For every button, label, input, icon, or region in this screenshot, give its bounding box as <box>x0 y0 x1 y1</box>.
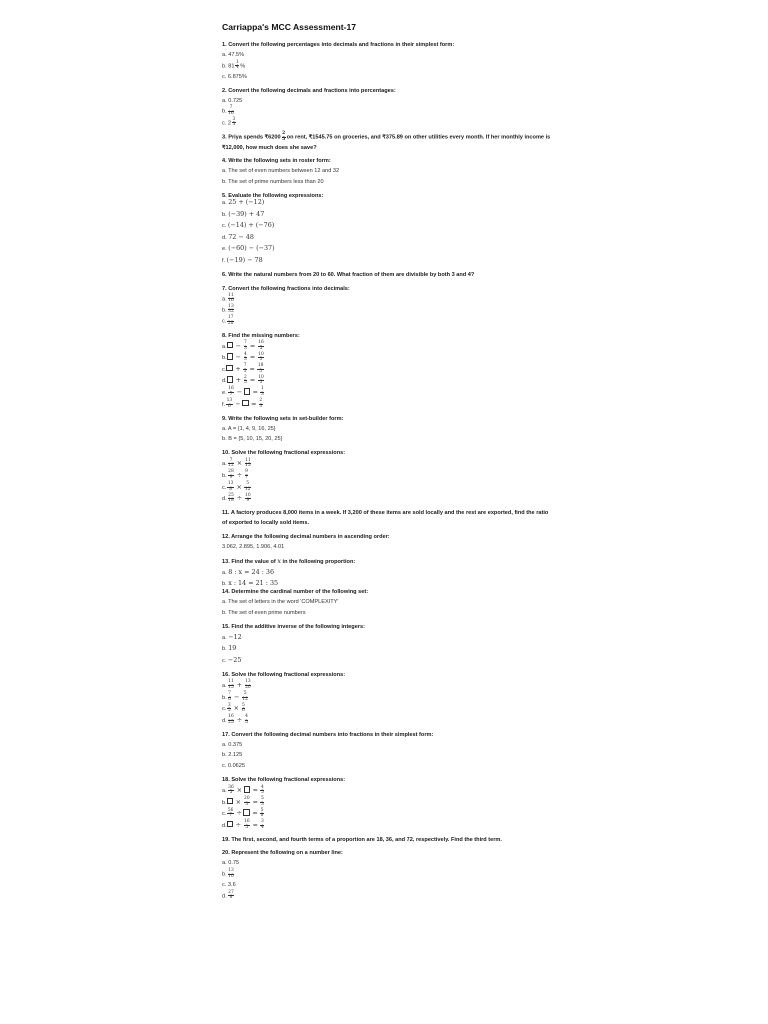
assessment-document <box>222 22 552 905</box>
fraction: $\frac{3}{5}$ <box>232 116 236 128</box>
math-expression: 19 <box>228 644 237 653</box>
expression-item <box>222 232 552 244</box>
item-label: b. <box>222 211 227 218</box>
fraction: $\frac{5}{6}$ <box>242 702 245 714</box>
option-a: a. 0.725 <box>222 97 243 104</box>
fraction: $\frac{27}{8}$ <box>228 889 234 901</box>
fraction: $\frac{3}{5}$ <box>227 702 231 714</box>
option-c: c. 3.6 <box>222 882 236 889</box>
item-label: b. <box>222 307 227 314</box>
item-label: a. <box>222 461 227 468</box>
fraction: $\frac{11}{15}$ <box>245 457 251 469</box>
option-a: a. 47.5% <box>222 52 245 58</box>
question-20 <box>222 848 552 902</box>
blank-box <box>244 786 251 793</box>
fraction-list <box>222 294 552 328</box>
blank-box <box>226 365 233 372</box>
option-b: b. The set of prime numbers less than 20 <box>222 178 324 185</box>
fraction: $\frac{10}{3}$ <box>258 374 264 386</box>
fraction: $\frac{17}{20}$ <box>227 314 234 326</box>
item-label: a. <box>222 296 227 303</box>
item-label: d. <box>222 822 227 829</box>
equals-sign: = <box>251 399 257 408</box>
fraction: $\frac{7}{5}$ <box>243 363 247 374</box>
equals-sign: = <box>249 353 256 362</box>
operator: × <box>235 797 242 806</box>
expression-item <box>222 255 552 267</box>
number-list: 3.062, 2.895, 1.906, 4.01 <box>222 543 285 550</box>
document-title: Carriappa's MCC Assessment-17 <box>222 22 357 32</box>
fraction-expression-item <box>222 493 552 505</box>
equals-sign: = <box>252 809 258 818</box>
option-b: b. The set of even prime numbers <box>222 609 306 616</box>
fraction: $\frac{2}{5}$ <box>244 374 247 386</box>
blank-box <box>227 821 234 828</box>
option-c: c. 6.875% <box>222 73 247 80</box>
operator: ÷ <box>235 820 242 829</box>
question-text: 7. Convert the following fractions into decimals: <box>222 285 350 292</box>
fraction-expression-list <box>222 785 552 831</box>
item-label: b. <box>222 472 227 479</box>
item-label: c. <box>222 366 227 373</box>
fraction: $\frac{13}{6}$ <box>226 398 233 409</box>
equals-sign: = <box>252 797 258 806</box>
question-13 <box>222 556 552 588</box>
item-label: c. <box>222 484 227 491</box>
question-text: 19. The first, second, and fourth terms of a proportion are 18, 36, and 72, respectively. Find the third term. <box>222 836 502 843</box>
fraction: $\frac{20}{3}$ <box>244 796 250 807</box>
item-label: f. <box>222 401 226 408</box>
question-text: 9. Write the following sets in set-builder form: <box>222 415 344 422</box>
question-9 <box>222 414 552 445</box>
item-label: d. <box>222 496 227 503</box>
item-label: a. <box>222 788 227 795</box>
question-5 <box>222 191 552 267</box>
fraction-expression-item <box>222 820 552 832</box>
missing-number-item <box>222 341 552 353</box>
question-1 <box>222 40 552 82</box>
math-expression: −25 <box>227 655 242 664</box>
option-a: a. The set of even numbers between 12 and 32 <box>222 168 340 175</box>
question-text: 10. Solve the following fractional expressions: <box>222 450 346 457</box>
question-text: 17. Convert the following decimal numbers into fractions in their simplest form: <box>222 731 434 738</box>
option-a: a. A = {1, 4, 9, 16, 25} <box>222 425 276 432</box>
math-expression: (−60) − (−37) <box>228 244 275 253</box>
item-label: e. <box>222 390 227 397</box>
operator: ÷ <box>236 809 242 818</box>
question-3 <box>222 132 552 153</box>
fraction: $\frac{7}{16}$ <box>228 105 234 117</box>
fraction-expression-item <box>222 797 552 809</box>
fraction-item <box>222 316 552 327</box>
blank-box <box>242 400 249 407</box>
equals-sign: = <box>252 786 258 795</box>
fraction: $\frac{16}{5}$ <box>258 340 264 351</box>
option-b: b. $\frac{13}{10}$ <box>222 868 234 879</box>
question-text: 4. Write the following sets in roster form: <box>222 158 331 165</box>
question-text: 8. Find the missing numbers: <box>222 332 300 339</box>
fraction: $\frac{10}{9}$ <box>245 492 251 504</box>
operator: − <box>235 353 242 362</box>
equals-sign: = <box>249 376 256 385</box>
fraction-expression-item <box>222 808 552 820</box>
question-10 <box>222 448 552 504</box>
expression-list <box>222 197 552 267</box>
math-expression: (−39) + 47 <box>228 209 265 218</box>
fraction: $\frac{36}{5}$ <box>228 784 234 796</box>
operator: + <box>236 680 243 689</box>
operator: × <box>233 704 240 713</box>
fraction-expression-item <box>222 692 552 704</box>
math-expression: 25 + (−12) <box>228 198 265 207</box>
fraction-expression-item <box>222 458 552 470</box>
equals-sign: = <box>252 388 258 397</box>
math-expression: (−19) − 78 <box>226 256 263 265</box>
question-text: 3. Priya spends ₹6200 $\frac{2}{5}$ on rent, ₹1545.75 on groceries, and ₹375.89 on other utilities every month. If her monthly income is ₹12,000, how much does she save? <box>222 131 551 151</box>
item-label: d. <box>222 234 227 241</box>
operator: × <box>236 459 243 468</box>
question-7 <box>222 284 552 328</box>
fraction-expression-item <box>222 715 552 727</box>
option-c: c. 2 $\frac{3}{5}$ <box>222 116 236 128</box>
question-text: 16. Solve the following fractional expressions: <box>222 671 346 678</box>
question-text: 11. A factory produces 8,000 items in a week. If 3,200 of these items are sold locally and the rest are exported, find the ratio of exported to locally sold items. <box>222 510 549 527</box>
option-b: b. 2.125 <box>222 752 243 759</box>
question-text: 2. Convert the following decimals and fractions into percentages: <box>222 87 396 94</box>
fraction: $\frac{18}{5}$ <box>257 363 264 374</box>
item-label: a. <box>222 682 227 689</box>
item-label: b. <box>222 799 227 806</box>
missing-number-list <box>222 341 552 411</box>
blank-box <box>243 809 250 816</box>
item-label: e. <box>222 246 227 253</box>
fraction-expression-item <box>222 785 552 797</box>
option-b: b. x : 14 = 21 : 35 <box>222 579 279 588</box>
fraction-item <box>222 294 552 305</box>
fraction-expression-item <box>222 680 552 692</box>
fraction-expression-item <box>222 482 552 494</box>
question-14 <box>222 587 552 618</box>
operator: ÷ <box>236 470 243 479</box>
operator: × <box>236 482 242 491</box>
integer-item <box>222 632 552 644</box>
fraction: $\frac{28}{9}$ <box>228 469 234 480</box>
operator: − <box>235 399 241 408</box>
fraction: $\frac{5}{8}$ <box>260 807 264 819</box>
item-label: b. <box>222 646 227 653</box>
item-label: d. <box>222 378 227 385</box>
question-6 <box>222 270 552 280</box>
question-text: 20. Represent the following on a number line: <box>222 850 343 857</box>
option-a: a. 0.75 <box>222 860 240 867</box>
expression-item <box>222 243 552 255</box>
fraction: $\frac{1}{4}$ <box>235 59 239 71</box>
operator: − <box>236 388 243 397</box>
fraction: $\frac{5}{12}$ <box>242 690 248 702</box>
fraction: $\frac{7}{3}$ <box>244 340 247 351</box>
question-18 <box>222 775 552 831</box>
fraction-item <box>222 305 552 316</box>
fraction-expression-item <box>222 703 552 715</box>
fraction: $\frac{16}{7}$ <box>228 386 234 398</box>
operator: ÷ <box>236 715 243 724</box>
option-b: b. B = {5, 10, 15, 20, 25} <box>222 436 283 443</box>
question-19 <box>222 835 552 845</box>
integer-item <box>222 655 552 667</box>
fraction: $\frac{4}{3}$ <box>244 351 247 363</box>
question-16 <box>222 670 552 726</box>
fraction-expression-list <box>222 680 552 726</box>
equals-sign: = <box>249 364 255 373</box>
item-label: c. <box>222 706 227 713</box>
equals-sign: = <box>249 341 256 350</box>
fraction: $\frac{13}{10}$ <box>228 868 234 879</box>
missing-number-item <box>222 375 552 387</box>
question-text: 6. Write the natural numbers from 20 to 60. What fraction of them are divisible by both 3 and 4? <box>222 272 475 279</box>
fraction: $\frac{2}{3}$ <box>259 398 263 409</box>
question-text: 13. Find the value of x in the following proportion: <box>222 556 356 565</box>
missing-number-item <box>222 387 552 399</box>
fraction: $\frac{11}{15}$ <box>228 679 234 690</box>
fraction: $\frac{2}{5}$ <box>282 131 286 142</box>
missing-number-item <box>222 352 552 364</box>
operator: × <box>236 786 243 795</box>
fraction: $\frac{16}{25}$ <box>228 714 234 725</box>
math-expression: −12 <box>228 632 242 641</box>
operator: ÷ <box>236 494 243 503</box>
expression-item <box>222 220 552 232</box>
fraction: $\frac{5}{3}$ <box>260 796 264 807</box>
math-expression: 72 − 48 <box>228 232 254 241</box>
item-label: d. <box>222 717 227 724</box>
operator: + <box>235 364 241 373</box>
item-label: f. <box>222 258 226 265</box>
item-label: a. <box>222 634 227 641</box>
equals-sign: = <box>252 820 258 829</box>
option-d: d. $\frac{27}{8}$ <box>222 889 234 901</box>
item-label: c. <box>222 811 227 818</box>
question-4 <box>222 156 552 187</box>
blank-box <box>244 388 251 395</box>
fraction: $\frac{9}{7}$ <box>245 469 248 480</box>
blank-box <box>227 376 234 383</box>
operator: + <box>235 376 242 385</box>
fraction: $\frac{13}{20}$ <box>245 679 251 690</box>
question-8 <box>222 331 552 411</box>
question-text: 5. Evaluate the following expressions: <box>222 193 324 200</box>
question-17 <box>222 730 552 772</box>
integer-list <box>222 632 552 667</box>
integer-item <box>222 643 552 655</box>
fraction-expression-item <box>222 470 552 482</box>
item-label: a. <box>222 200 227 207</box>
fraction: $\frac{7}{6}$ <box>228 690 231 702</box>
fraction: $\frac{13}{8}$ <box>227 481 234 492</box>
blank-box <box>227 342 234 349</box>
question-text: 18. Solve the following fractional expressions: <box>222 777 346 784</box>
fraction: $\frac{56}{7}$ <box>227 807 234 819</box>
fraction: $\frac{11}{16}$ <box>228 292 234 304</box>
fraction: $\frac{10}{3}$ <box>258 351 264 363</box>
fraction: $\frac{1}{3}$ <box>260 386 264 398</box>
option-b: b. 81 $\frac{1}{4}$ % <box>222 59 246 71</box>
fraction: $\frac{7}{12}$ <box>228 457 234 469</box>
question-text: 1. Convert the following percentages into decimals and fractions in their simplest form: <box>222 42 455 48</box>
question-text: 14. Determine the cardinal number of the following set: <box>222 588 369 595</box>
missing-number-item <box>222 399 552 411</box>
option-c: c. 0.0625 <box>222 762 246 769</box>
fraction: $\frac{5}{12}$ <box>244 481 251 492</box>
item-label: c. <box>222 223 227 230</box>
question-15 <box>222 622 552 667</box>
fraction: $\frac{4}{5}$ <box>245 714 248 725</box>
option-a: a. The set of letters in the word 'COMPLEXITY' <box>222 598 339 605</box>
operator: − <box>233 692 240 701</box>
fraction-expression-list <box>222 458 552 504</box>
option-b: b. $\frac{7}{16}$ <box>222 105 234 117</box>
fraction: $\frac{4}{5}$ <box>260 784 264 796</box>
fraction: $\frac{3}{4}$ <box>260 819 264 830</box>
question-12 <box>222 532 552 553</box>
fraction: $\frac{13}{32}$ <box>228 303 234 315</box>
missing-number-item <box>222 364 552 376</box>
fraction: $\frac{16}{5}$ <box>244 819 250 830</box>
item-label: a. <box>222 343 227 350</box>
option-a: a. 8 : x = 24 : 36 <box>222 567 275 576</box>
operator: − <box>235 341 242 350</box>
blank-box <box>227 353 234 360</box>
fraction: $\frac{25}{18}$ <box>228 492 234 504</box>
item-label: c. <box>222 318 227 325</box>
question-11 <box>222 508 552 528</box>
math-expression: (−14) + (−76) <box>227 221 275 230</box>
item-label: c. <box>222 657 227 664</box>
expression-item <box>222 209 552 221</box>
option-a: a. 0.375 <box>222 741 243 748</box>
question-text: 15. Find the additive inverse of the following integers: <box>222 623 365 630</box>
question-2 <box>222 86 552 129</box>
question-text: 12. Arrange the following decimal numbers in ascending order: <box>222 533 390 540</box>
item-label: b. <box>222 694 227 701</box>
item-label: b. <box>222 355 227 362</box>
blank-box <box>227 798 234 805</box>
